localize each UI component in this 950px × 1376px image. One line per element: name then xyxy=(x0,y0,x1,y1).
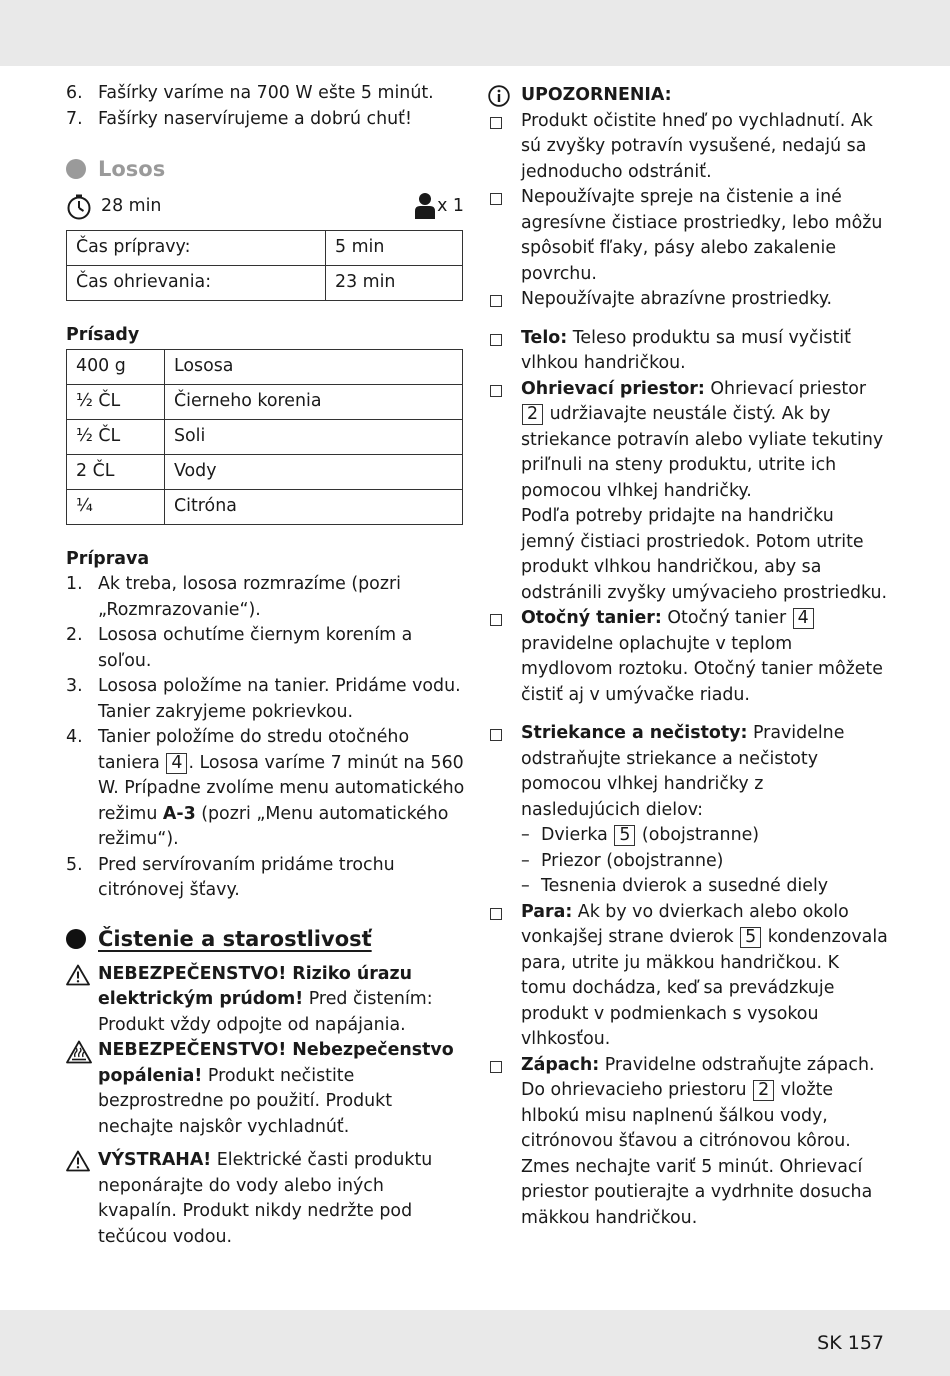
list-item-striekance: Striekance a nečistoty: Pravidelne odstraňujte striekance a nečistoty pomocou vlhkej handričky z nasledujúcich dielov: – Dvierka 5 (obojstranne) – Priezor (obojstranne) – Tesnenia dvierok a susedné diely xyxy=(488,721,888,900)
table-cell: 400 g xyxy=(67,349,165,384)
info-icon xyxy=(488,85,510,107)
prep-heading: Príprava xyxy=(66,548,150,569)
time-servings-row xyxy=(66,192,466,222)
part-number-box: 5 xyxy=(614,825,635,846)
table-cell: ¼ xyxy=(67,489,165,524)
warning-burn: NEBEZPEČENSTVO! Nebezpečenstvo popálenia! Produkt nečistite bezprostredne po použití. Produkt nechajte najskôr vychladnúť. xyxy=(66,1038,466,1140)
bullet-dot-icon xyxy=(66,929,86,949)
table-cell: Soli xyxy=(165,419,463,454)
part-number-box: 4 xyxy=(793,608,814,629)
warning-triangle-icon xyxy=(66,964,90,986)
table-row xyxy=(67,384,463,419)
hot-surface-warning-icon xyxy=(66,1040,92,1064)
right-column xyxy=(488,83,888,1231)
ingredients-table xyxy=(66,349,463,525)
footer-band xyxy=(0,1310,950,1376)
part-number-box: 4 xyxy=(166,753,187,774)
table-cell: Vody xyxy=(165,454,463,489)
checkbox-square-icon xyxy=(490,295,502,307)
notice-list xyxy=(488,109,888,313)
checkbox-square-icon xyxy=(490,334,502,346)
table-cell: Čas ohrievania: xyxy=(67,266,326,301)
checkbox-square-icon xyxy=(490,385,502,397)
table-cell: Lososa xyxy=(165,349,463,384)
bullet-dot-icon xyxy=(66,159,86,179)
checkbox-square-icon xyxy=(490,614,502,626)
list-item: Produkt očistite hneď po vychladnutí. Ak sú zvyšky potravín vysušené, nedajú sa jednoducho odstrániť. xyxy=(488,109,888,186)
table-row xyxy=(67,266,463,301)
prep-steps xyxy=(66,572,466,904)
prep-step-1: 1. Ak treba, lososa rozmrazíme (pozri „Rozmrazovanie“). xyxy=(66,574,401,620)
prep-step-3: 3. Lososa položíme na tanier. Pridáme vodu. Tanier zakryjeme pokrievkou. xyxy=(66,676,461,722)
ingredients-heading: Prísady xyxy=(66,325,140,345)
recipe-title: Losos xyxy=(66,154,466,184)
dash-item: – Tesnenia dvierok a susedné diely xyxy=(521,876,829,896)
table-row xyxy=(67,231,463,266)
stopwatch-icon xyxy=(66,194,92,220)
notice-heading: UPOZORNENIA: xyxy=(488,83,888,109)
table-row xyxy=(67,489,463,524)
list-item-telo: Telo: Teleso produktu sa musí vyčistiť vlhkou handričkou. xyxy=(488,326,888,377)
table-row xyxy=(67,349,463,384)
table-cell: 2 ČL xyxy=(67,454,165,489)
dash-item: – Dvierka 5 (obojstranne) xyxy=(521,825,760,845)
header-band xyxy=(0,0,950,66)
step-7: 7. Fašírky naservírujeme a dobrú chuť! xyxy=(66,108,412,129)
cleaning-title: Čistenie a starostlivosť xyxy=(66,924,466,954)
checkbox-square-icon xyxy=(490,908,502,920)
dash-item: – Priezor (obojstranne) xyxy=(521,850,724,871)
table-cell: Citróna xyxy=(165,489,463,524)
page-number: SK 157 xyxy=(817,1332,884,1354)
list-item-para: Para: Ak by vo dvierkach alebo okolo vonkajšej strane dvierok 5 kondenzovala para, utrite ju mäkkou handričkou. K tomu dochádza, keď sa prevádzkuje produkt v podmienkach s vysokou vlhkosťou. xyxy=(488,900,888,1053)
cleaning-list xyxy=(488,326,888,709)
servings: x 1 xyxy=(437,196,464,216)
table-cell: Čas prípravy: xyxy=(67,231,326,266)
left-column xyxy=(66,81,466,1250)
prep-step-4: 4. Tanier položíme do stredu otočného taniera 4 . Lososa varíme 7 minút na 560 W. Prípadne zvolíme menu automatického režimu A-3 (pozri „Menu automatického režimu“). xyxy=(66,727,465,849)
table-cell: 5 min xyxy=(326,231,463,266)
table-row xyxy=(67,419,463,454)
part-number-box: 2 xyxy=(753,1080,774,1101)
part-number-box: 5 xyxy=(740,927,761,948)
checkbox-square-icon xyxy=(490,729,502,741)
prep-step-2: 2. Lososa ochutíme čiernym korením a soľou. xyxy=(66,625,413,671)
table-cell: Čierneho korenia xyxy=(165,384,463,419)
warning-triangle-icon xyxy=(66,1150,90,1172)
step-6: 6. Fašírky varíme na 700 W ešte 5 minút. xyxy=(66,83,434,103)
list-item: Nepoužívajte abrazívne prostriedky. xyxy=(488,287,888,313)
list-item-ohrievaci: Ohrievací priestor: Ohrievací priestor 2 udržiavajte neustále čistý. Ak by striekance potravín alebo vyliate tekutiny priľnuli na steny produktu, utrite ich pomocou vlhkej handričky. Podľa potreby pridajte na handričku jemný čistiaci prostriedok. Potom utrite produkt vlhkou handričkou, aby sa odstránili zvyšky umývacieho prostriedku. xyxy=(488,377,888,607)
checkbox-square-icon xyxy=(490,117,502,129)
total-time: 28 min xyxy=(101,196,162,216)
table-row xyxy=(67,454,463,489)
previous-steps xyxy=(66,81,466,132)
list-item: Nepoužívajte spreje na čistenie a iné agresívne čistiace prostriedky, lebo môžu spôsobiť fľaky, pásy alebo zakalenie povrchu. xyxy=(488,185,888,287)
list-item-tanier: Otočný tanier: Otočný tanier 4 pravidelne oplachujte v teplom mydlovom roztoku. Otočný tanier môžete čistiť aj v umývačke riadu. xyxy=(488,606,888,708)
checkbox-square-icon xyxy=(490,193,502,205)
person-icon xyxy=(414,192,436,220)
cleaning-list-2 xyxy=(488,721,888,1231)
table-cell: 23 min xyxy=(326,266,463,301)
list-item-zapach: Zápach: Pravidelne odstraňujte zápach. Do ohrievacieho priestoru 2 vložte hlbokú misu naplnenú šálkou vody, citrónovou šťavou a citrónovou kôrou. Zmes nechajte variť 5 minút. Ohrievací priestor poutierajte a vydrhnite dosucha mäkkou handričkou. xyxy=(488,1053,888,1232)
checkbox-square-icon xyxy=(490,1061,502,1073)
prep-step-5: 5. Pred servírovaním pridáme trochu citrónovej šťavy. xyxy=(66,854,395,900)
time-table xyxy=(66,230,463,301)
part-number-box: 2 xyxy=(522,404,543,425)
table-cell: ½ ČL xyxy=(67,384,165,419)
warning-water: VÝSTRAHA! Elektrické časti produktu neponárajte do vody alebo iných kvapalín. Produkt nikdy nedržte pod tečúcou vodou. xyxy=(66,1148,466,1250)
warning-electric: NEBEZPEČENSTVO! Riziko úrazu elektrickým prúdom! Pred čistením: Produkt vždy odpojte od napájania. xyxy=(66,962,466,1039)
table-cell: ½ ČL xyxy=(67,419,165,454)
